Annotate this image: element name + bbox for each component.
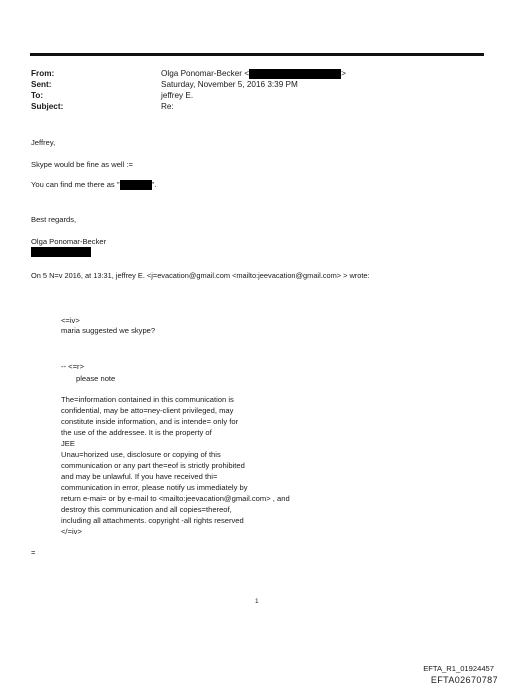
body-line-find-me: You can find me there as " ".	[31, 180, 157, 189]
please-note: please note	[76, 374, 116, 383]
signature-redaction	[31, 247, 91, 257]
header-rule	[30, 53, 484, 56]
disclaimer-line: JEE	[61, 439, 75, 448]
closing: Best regards,	[31, 215, 77, 224]
sent-value: Saturday, November 5, 2016 3:39 PM	[161, 80, 298, 89]
disclaimer-line: destroy this communication and all copies=thereof,	[61, 505, 232, 514]
bates-number-r1: EFTA_R1_01924457	[423, 664, 494, 673]
quoted-message: maria suggested we skype?	[61, 326, 156, 335]
to-label: To:	[31, 91, 44, 100]
to-value: jeffrey E.	[161, 91, 194, 100]
from-value: Olga Ponomar-Becker < >	[161, 69, 346, 78]
from-label: From:	[31, 69, 55, 78]
disclaimer-line: and may be unlawful. If you have received thi=	[61, 472, 218, 481]
disclaimer-line: constitute inside information, and is intende= only for	[61, 417, 239, 426]
body-line-skype: Skype would be fine as well :=	[31, 160, 133, 169]
disclaimer-line: return e-mai= or by e-mail to <mailto:jeevacation@gmail.com> , and	[61, 494, 290, 503]
quote-header: On 5 N=v 2016, at 13:31, jeffrey E. <j=evacation@gmail.com <mailto:jeevacation@gmail.com> > wrote:	[31, 271, 370, 280]
disclaimer-line: communication or any part the=eof is strictly prohibited	[61, 461, 245, 470]
bates-number: EFTA02670787	[430, 675, 498, 685]
disclaimer-line: communication in error, please notify us immediately by	[61, 483, 248, 492]
disclaimer-line: confidential, may be atto=ney-client privileged, may	[61, 406, 234, 415]
trailing-equals: =	[31, 548, 36, 557]
redacted-skype-name	[120, 180, 152, 190]
greeting: Jeffrey,	[31, 138, 56, 147]
subject-label: Subject:	[31, 102, 64, 111]
page-number: 1	[255, 598, 259, 605]
disclaimer-line: including all attachments. copyright -all rights reserved	[61, 516, 244, 525]
disclaimer-line: Unau=horized use, disclosure or copying of this	[61, 450, 221, 459]
sent-label: Sent:	[31, 80, 52, 89]
signature-name: Olga Ponomar-Becker	[31, 237, 107, 246]
div-open: <=iv>	[61, 316, 80, 325]
disclaimer-line: The=information contained in this communication is	[61, 395, 234, 404]
subject-value: Re:	[161, 102, 174, 111]
redacted-email	[249, 69, 341, 79]
disclaimer-line: the use of the addressee. It is the property of	[61, 428, 212, 437]
disclaimer-line: </=iv>	[61, 527, 82, 536]
signature-separator: -- <=r>	[61, 362, 85, 371]
redacted-signature-detail	[31, 247, 91, 257]
